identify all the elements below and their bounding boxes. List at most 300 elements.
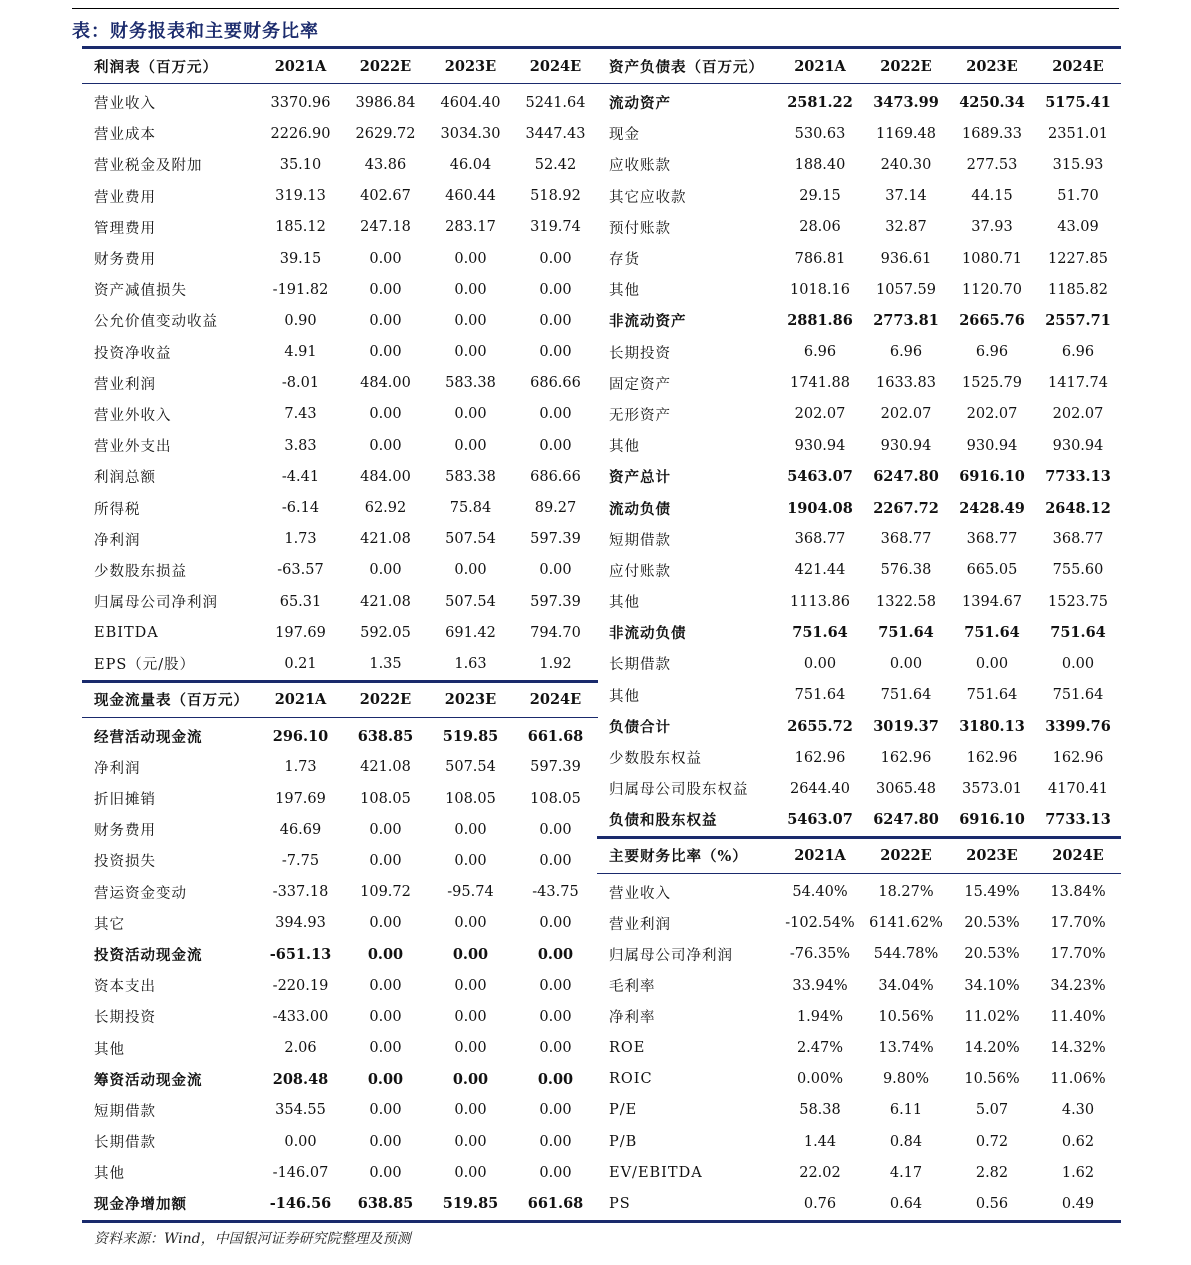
cell-value: 283.17	[445, 219, 496, 236]
cell-value: 44.15	[971, 188, 1013, 205]
year-header-1: 2022E	[863, 48, 949, 84]
income-statement-header-row	[82, 48, 598, 84]
cell-value: 930.94	[966, 437, 1018, 454]
cell-value: 1018.16	[790, 281, 850, 298]
balance-sheet-row	[597, 804, 1121, 837]
row-label: 流动资产	[609, 95, 671, 113]
cell-value: 2557.71	[1045, 312, 1111, 330]
cell-value: 0.00	[369, 1008, 402, 1025]
cell-value: 597.39	[530, 531, 581, 548]
cell-value: 686.66	[530, 468, 581, 485]
row-label: 预付账款	[609, 220, 671, 237]
row-label: 现金	[609, 127, 640, 144]
cell-value: 5.07	[975, 1102, 1009, 1119]
cell-value: 4250.34	[959, 94, 1025, 112]
cell-value: -337.18	[272, 884, 329, 901]
row-label: 长期借款	[609, 657, 671, 674]
row-label: 营业外收入	[94, 407, 172, 424]
income-statement-row	[82, 617, 598, 648]
cell-value: 368.77	[1052, 531, 1104, 548]
cell-value: 3065.48	[876, 780, 936, 797]
cell-value: 460.44	[445, 188, 496, 205]
cell-value: 3573.01	[962, 780, 1022, 797]
cell-value: 0.00	[367, 1070, 404, 1088]
cell-value: 0.00	[454, 562, 487, 579]
row-label: EBITDA	[94, 624, 159, 641]
cell-value: 0.00	[539, 852, 572, 869]
row-label: 所得税	[94, 501, 141, 518]
cell-value: 507.54	[445, 531, 496, 548]
row-label: P/B	[609, 1133, 638, 1150]
cell-value: 786.81	[794, 250, 846, 267]
cell-value: 2226.90	[270, 125, 331, 142]
financial-ratios-row	[597, 1064, 1121, 1095]
cell-value: 1057.59	[876, 281, 936, 298]
cell-value: 0.00	[452, 1070, 489, 1088]
row-label: 非流动资产	[609, 313, 687, 331]
cell-value: 1689.33	[962, 125, 1022, 142]
row-label: 其他	[609, 283, 640, 300]
cell-value: 665.05	[966, 562, 1018, 579]
cell-value: 421.08	[360, 531, 411, 548]
financial-ratios-row	[597, 1188, 1121, 1221]
year-header-0: 2021A	[258, 48, 343, 84]
row-label: 毛利率	[609, 979, 656, 996]
cell-value: 0.00	[454, 821, 487, 838]
financial-ratios-row	[597, 908, 1121, 939]
cell-value: 0.00	[454, 1008, 487, 1025]
cell-value: 3473.99	[873, 94, 939, 112]
year-header-2: 2023E	[949, 48, 1035, 84]
cell-value: 3447.43	[525, 125, 586, 142]
cell-value: 0.00	[454, 437, 487, 454]
row-label: 现金净增加额	[82, 1188, 258, 1221]
cell-value: 0.00	[539, 344, 572, 361]
year-header-2: 2023E	[949, 837, 1035, 873]
cell-value: 421.08	[360, 593, 411, 610]
year-header-0: 2021A	[258, 681, 343, 717]
cell-value: 0.00	[369, 977, 402, 994]
cashflow-statement-row	[82, 783, 598, 814]
cell-value: -191.82	[272, 281, 329, 298]
cell-value: 755.60	[1052, 562, 1104, 579]
cell-value: 583.38	[445, 468, 496, 485]
cell-value: 0.62	[1061, 1133, 1095, 1150]
cell-value: 54.40%	[792, 884, 848, 901]
cell-value: 2655.72	[787, 717, 853, 735]
cell-value: 162.96	[966, 749, 1018, 766]
cashflow-statement-row	[82, 717, 598, 752]
cell-value: 0.00	[803, 655, 837, 672]
cell-value: 597.39	[530, 759, 581, 776]
balance-sheet-row	[597, 742, 1121, 773]
cell-value: 0.00	[539, 821, 572, 838]
cell-value: 530.63	[794, 125, 846, 142]
cell-value: -102.54%	[785, 915, 855, 932]
row-label: 财务费用	[94, 252, 156, 269]
cell-value: 544.78%	[873, 946, 939, 963]
cell-value: 4170.41	[1048, 780, 1108, 797]
cell-value: 0.00	[539, 1164, 572, 1181]
income-statement-row	[82, 368, 598, 399]
cell-value: 32.87	[885, 219, 927, 236]
cashflow-statement-row	[82, 814, 598, 845]
row-label: 其它	[94, 916, 125, 933]
row-label: 存货	[609, 252, 640, 269]
cell-value: 368.77	[966, 531, 1018, 548]
cell-value: 0.00	[369, 312, 402, 329]
cell-value: 1.62	[1061, 1164, 1095, 1181]
cell-value: 4.30	[1061, 1102, 1095, 1119]
row-label: 其他	[609, 595, 640, 612]
cell-value: 247.18	[360, 219, 411, 236]
cell-value: 0.00	[369, 406, 402, 423]
cell-value: 17.70%	[1050, 946, 1106, 963]
cell-value: 1.73	[284, 531, 317, 548]
row-label: 利润总额	[94, 470, 156, 487]
cell-value: 6.96	[1061, 344, 1095, 361]
cell-value: 0.00	[369, 915, 402, 932]
cell-value: 6.96	[803, 344, 837, 361]
cell-value: 1741.88	[790, 375, 850, 392]
cell-value: 930.94	[794, 437, 846, 454]
cell-value: 162.96	[794, 749, 846, 766]
cell-value: 39.15	[279, 250, 322, 267]
cell-value: 0.00	[369, 852, 402, 869]
cell-value: 2581.22	[787, 94, 853, 112]
cell-value: 1322.58	[876, 593, 936, 610]
year-header-0: 2021A	[777, 48, 863, 84]
row-label: EV/EBITDA	[609, 1164, 703, 1181]
cell-value: 10.56%	[964, 1071, 1020, 1088]
cell-value: 368.77	[794, 531, 846, 548]
cell-value: 1.94%	[796, 1008, 844, 1025]
cell-value: 29.15	[799, 188, 841, 205]
cell-value: 751.64	[792, 624, 848, 642]
cell-value: 1.35	[369, 655, 402, 672]
cell-value: 0.84	[889, 1133, 923, 1150]
row-label: ROE	[609, 1040, 646, 1057]
cell-value: 17.70%	[1050, 915, 1106, 932]
balance-sheet-row	[597, 492, 1121, 523]
year-header-1: 2022E	[863, 837, 949, 873]
cell-value: 162.96	[1052, 749, 1104, 766]
cell-value: 661.68	[527, 727, 584, 745]
cashflow-statement-row	[82, 1126, 598, 1157]
income-statement-row	[82, 492, 598, 523]
cell-value: 2.06	[284, 1040, 317, 1057]
cell-value: 18.27%	[878, 884, 934, 901]
cell-value: -651.13	[269, 945, 332, 963]
cell-value: 4.91	[284, 344, 317, 361]
cell-value: 0.00	[537, 945, 574, 963]
cell-value: 0.00	[539, 977, 572, 994]
row-label: 资产减值损失	[94, 283, 187, 300]
cell-value: 6141.62%	[869, 915, 943, 932]
financial-ratios-row	[597, 1001, 1121, 1032]
cell-value: -433.00	[272, 1008, 329, 1025]
cell-value: -146.07	[272, 1164, 329, 1181]
cell-value: 43.86	[364, 156, 407, 173]
cell-value: 518.92	[530, 188, 581, 205]
income-statement-row	[82, 461, 598, 492]
cell-value: 1.63	[454, 655, 487, 672]
row-label: 应付账款	[609, 563, 671, 580]
row-label: 无形资产	[609, 407, 671, 424]
cell-value: 58.38	[799, 1102, 841, 1119]
year-header-2: 2023E	[428, 48, 513, 84]
financial-tables	[82, 46, 1111, 1223]
cell-value: 52.42	[534, 156, 577, 173]
cell-value: 0.00	[454, 915, 487, 932]
cell-value: 1394.67	[962, 593, 1022, 610]
cashflow-statement-header-row	[82, 681, 598, 717]
cell-value: 0.00	[539, 406, 572, 423]
cell-value: 0.00	[1061, 655, 1095, 672]
cell-value: 6.96	[889, 344, 923, 361]
row-label: 营业成本	[94, 127, 156, 144]
cell-value: 0.00	[454, 1102, 487, 1119]
cell-value: 0.00	[539, 437, 572, 454]
cell-value: 0.00	[454, 852, 487, 869]
cell-value: 519.85	[428, 1188, 513, 1221]
balance-sheet-row	[597, 586, 1121, 617]
balance-sheet-row	[597, 773, 1121, 804]
cell-value: 197.69	[275, 624, 326, 641]
cell-value: 0.64	[863, 1188, 949, 1221]
cell-value: 1169.48	[876, 125, 936, 142]
cell-value: 296.10	[272, 727, 329, 745]
balance-sheet-row	[597, 461, 1121, 492]
year-header-2: 2023E	[428, 681, 513, 717]
cell-value: 4604.40	[440, 94, 501, 111]
cell-value: 1.73	[284, 759, 317, 776]
cell-value: 1525.79	[962, 375, 1022, 392]
cell-value: 162.96	[880, 749, 932, 766]
row-label: 短期借款	[94, 1103, 156, 1120]
cell-value: 35.10	[279, 156, 322, 173]
cell-value: 686.66	[530, 375, 581, 392]
cell-value: 108.05	[360, 790, 411, 807]
cell-value: 11.40%	[1050, 1008, 1106, 1025]
cell-value: 751.64	[964, 624, 1020, 642]
income-statement-row	[82, 118, 598, 149]
cell-value: 0.00	[369, 1040, 402, 1057]
balance-sheet-row	[597, 181, 1121, 212]
cell-value: 43.09	[1057, 219, 1099, 236]
balance-sheet-row	[597, 711, 1121, 742]
row-label: 其他	[609, 688, 640, 705]
cell-value: 108.05	[445, 790, 496, 807]
cell-value: -95.74	[447, 884, 494, 901]
financial-ratios-row	[597, 1032, 1121, 1063]
cell-value: 0.00	[369, 1133, 402, 1150]
income-statement-row	[82, 181, 598, 212]
cell-value: 930.94	[880, 437, 932, 454]
cell-value: 315.93	[1052, 156, 1104, 173]
income-statement-row	[82, 305, 598, 336]
right-table	[597, 46, 1121, 1223]
row-label: 其他	[94, 1166, 125, 1183]
page-title: 表：财务报表和主要财务比率	[72, 21, 319, 42]
balance-sheet-row	[597, 617, 1121, 648]
cell-value: 1523.75	[1048, 593, 1108, 610]
row-label: 折旧摊销	[94, 792, 156, 809]
cell-value: 583.38	[445, 375, 496, 392]
cell-value: 0.00	[369, 1102, 402, 1119]
cell-value: 319.13	[275, 188, 326, 205]
cell-value: 2.82	[975, 1164, 1009, 1181]
row-label: 资产总计	[609, 469, 671, 487]
cell-value: 0.56	[949, 1188, 1035, 1221]
cell-value: 1.44	[803, 1133, 837, 1150]
balance-sheet-row	[597, 648, 1121, 679]
cell-value: 277.53	[966, 156, 1018, 173]
cell-value: 592.05	[360, 624, 411, 641]
financial-ratios-row	[597, 1095, 1121, 1126]
cell-value: 751.64	[1052, 687, 1104, 704]
balance-sheet-header-title: 资产负债表（百万元）	[597, 48, 777, 84]
cell-value: 3399.76	[1045, 717, 1111, 735]
balance-sheet-row	[597, 212, 1121, 243]
row-label: 长期借款	[94, 1135, 156, 1152]
row-label: 其他	[94, 1041, 125, 1058]
cashflow-statement-row	[82, 939, 598, 970]
cell-value: 2648.12	[1045, 499, 1111, 517]
income-statement-row	[82, 524, 598, 555]
income-statement-row	[82, 586, 598, 617]
row-label: 少数股东损益	[94, 563, 187, 580]
cashflow-statement-header-title: 现金流量表（百万元）	[82, 681, 258, 717]
balance-sheet-row	[597, 243, 1121, 274]
row-label: 财务费用	[94, 823, 156, 840]
cashflow-statement-row	[82, 1064, 598, 1095]
row-label: ROIC	[609, 1071, 653, 1088]
cashflow-statement-row	[82, 970, 598, 1001]
cell-value: 751.64	[878, 624, 934, 642]
row-label: 经营活动现金流	[94, 728, 203, 746]
row-label: 投资损失	[94, 854, 156, 871]
cell-value: 34.23%	[1050, 977, 1106, 994]
row-label: 少数股东权益	[609, 751, 702, 768]
income-statement-row	[82, 399, 598, 430]
cell-value: 7.43	[284, 406, 317, 423]
row-label: 营业外支出	[94, 439, 172, 456]
row-label: 营业收入	[609, 885, 671, 902]
cell-value: 62.92	[364, 500, 407, 517]
cell-value: 0.00	[369, 281, 402, 298]
income-statement-row	[82, 430, 598, 461]
row-label: 净利率	[609, 1010, 656, 1027]
row-label: 净利润	[94, 532, 141, 549]
year-header-3: 2024E	[1035, 48, 1121, 84]
cell-value: 0.21	[284, 655, 317, 672]
balance-sheet-row	[597, 274, 1121, 305]
row-label: 非流动负债	[609, 625, 687, 643]
source-note: 资料来源：Wind，中国银河证券研究院整理及预测	[94, 1231, 411, 1247]
cell-value: 108.05	[530, 790, 581, 807]
cell-value: 7733.13	[1045, 468, 1111, 486]
cell-value: 1120.70	[962, 281, 1022, 298]
cell-value: 0.00	[889, 655, 923, 672]
cell-value: 0.00	[975, 655, 1009, 672]
cell-value: 0.76	[777, 1188, 863, 1221]
cell-value: 751.64	[794, 687, 846, 704]
cell-value: 638.85	[343, 1188, 428, 1221]
cell-value: 46.04	[449, 156, 492, 173]
cell-value: 2665.76	[959, 312, 1025, 330]
row-label: 营业费用	[94, 189, 156, 206]
cell-value: 2881.86	[787, 312, 853, 330]
cell-value: 1.92	[539, 655, 572, 672]
cashflow-statement-row	[82, 1188, 598, 1221]
cell-value: 37.14	[885, 188, 927, 205]
income-statement-header-title: 利润表（百万元）	[82, 48, 258, 84]
cell-value: 319.74	[530, 219, 581, 236]
cashflow-statement-row	[82, 752, 598, 783]
cell-value: 11.02%	[964, 1008, 1020, 1025]
row-label: P/E	[609, 1102, 638, 1119]
cell-value: 0.00	[539, 562, 572, 579]
cell-value: 20.53%	[964, 946, 1020, 963]
cell-value: 0.00	[369, 821, 402, 838]
row-label: 资本支出	[94, 979, 156, 996]
cell-value: 691.42	[445, 624, 496, 641]
income-statement-row	[82, 555, 598, 586]
cell-value: 202.07	[966, 406, 1018, 423]
cell-value: 4.17	[889, 1164, 923, 1181]
cell-value: -146.56	[258, 1188, 343, 1221]
cell-value: 197.69	[275, 790, 326, 807]
cell-value: 394.93	[275, 915, 326, 932]
row-label: 营业利润	[609, 916, 671, 933]
cell-value: 185.12	[275, 219, 326, 236]
cell-value: 3370.96	[270, 94, 331, 111]
financial-ratios-header-title: 主要财务比率（%）	[597, 837, 777, 873]
cell-value: 1904.08	[787, 499, 853, 517]
cell-value: 1227.85	[1048, 250, 1108, 267]
cell-value: 3180.13	[959, 717, 1025, 735]
cell-value: -43.75	[532, 884, 579, 901]
balance-sheet-row	[597, 149, 1121, 180]
cell-value: -220.19	[272, 977, 329, 994]
cell-value: 0.00	[454, 312, 487, 329]
year-header-3: 2024E	[513, 681, 598, 717]
cell-value: -6.14	[281, 500, 320, 517]
cell-value: 1633.83	[876, 375, 936, 392]
cell-value: 368.77	[880, 531, 932, 548]
cell-value: 638.85	[357, 727, 414, 745]
cell-value: 0.00	[454, 250, 487, 267]
row-label: 归属母公司净利润	[94, 595, 218, 612]
income-statement-row	[82, 243, 598, 274]
cell-value: 0.00	[369, 250, 402, 267]
cell-value: 65.31	[279, 593, 322, 610]
left-table	[82, 46, 598, 1223]
financial-ratios-row	[597, 939, 1121, 970]
year-header-3: 2024E	[513, 48, 598, 84]
financial-ratios-row	[597, 1126, 1121, 1157]
row-label: 营运资金变动	[94, 885, 187, 902]
balance-sheet-row	[597, 680, 1121, 711]
cell-value: 0.00	[454, 406, 487, 423]
top-rule	[72, 8, 1119, 9]
cell-value: 484.00	[360, 375, 411, 392]
cell-value: 0.00	[367, 945, 404, 963]
cell-value: 3034.30	[440, 125, 501, 142]
cell-value: 2267.72	[873, 499, 939, 517]
cell-value: 751.64	[1050, 624, 1106, 642]
